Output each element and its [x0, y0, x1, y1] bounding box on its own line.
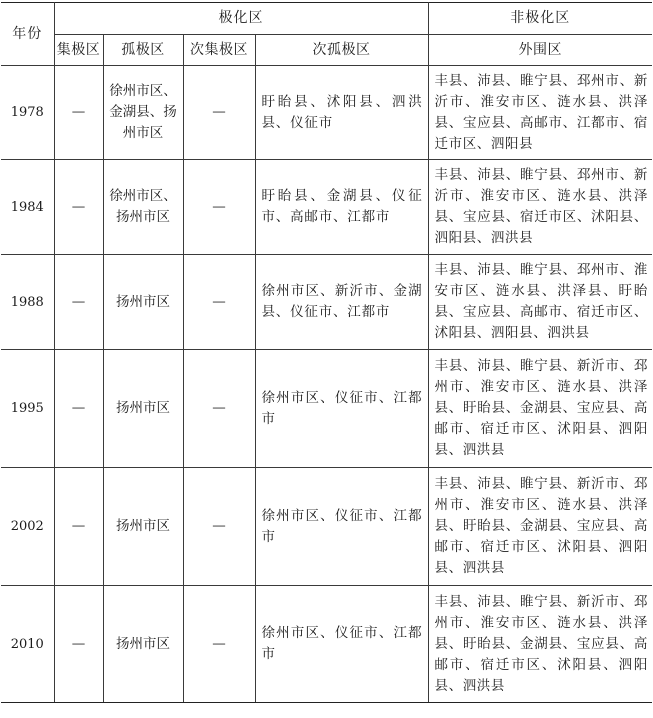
- periphery-cell: 丰县、沛县、睢宁县、邳州市、淮安市区、涟水县、洪泽县、盱眙县、宝应县、高邮市、宿迁市区、沭阳县、泗阳县、泗洪县: [428, 255, 652, 350]
- header-periphery: 外围区: [428, 35, 652, 66]
- year-cell: 1995: [1, 350, 54, 468]
- table-row: [1, 468, 652, 586]
- table-row: [1, 66, 652, 160]
- table-row: [1, 160, 652, 255]
- year-cell: 1984: [1, 160, 54, 255]
- sub-isolated-pole-cell: 盱眙县、金湖县、仪征市、高邮市、江都市: [255, 160, 428, 255]
- isolated-pole-cell: 徐州市区、金湖县、扬州市区: [103, 66, 183, 160]
- cluster-pole-cell: —: [54, 160, 103, 255]
- header-cluster-pole: 集极区: [54, 35, 103, 66]
- sub-cluster-pole-cell: —: [183, 586, 255, 703]
- sub-cluster-pole-cell: —: [183, 468, 255, 586]
- table-row: [1, 586, 652, 703]
- cluster-pole-cell: —: [54, 586, 103, 703]
- cluster-pole-cell: —: [54, 255, 103, 350]
- periphery-cell: 丰县、沛县、睢宁县、新沂市、邳州市、淮安市区、涟水县、洪泽县、盱眙县、金湖县、宝应县、高邮市、宿迁市区、沭阳县、泗阳县、泗洪县: [428, 468, 652, 586]
- header-year: 年份: [1, 3, 54, 66]
- header-sub-isolated-pole: 次孤极区: [255, 35, 428, 66]
- isolated-pole-cell: 徐州市区、扬州市区: [103, 160, 183, 255]
- header-sub-cluster-pole: 次集极区: [183, 35, 255, 66]
- table-row: [1, 255, 652, 350]
- periphery-cell: 丰县、沛县、睢宁县、新沂市、邳州市、淮安市区、涟水县、洪泽县、盱眙县、金湖县、宝应县、高邮市、宿迁市区、沭阳县、泗阳县、泗洪县: [428, 350, 652, 468]
- cluster-pole-cell: —: [54, 350, 103, 468]
- year-cell: 1978: [1, 66, 54, 160]
- header-isolated-pole: 孤极区: [103, 35, 183, 66]
- periphery-cell: 丰县、沛县、睢宁县、邳州市、新沂市、淮安市区、涟水县、洪泽县、宝应县、高邮市、江都市、宿迁市区、泗阳县: [428, 66, 652, 160]
- polarization-table: [1, 2, 652, 703]
- isolated-pole-cell: 扬州市区: [103, 350, 183, 468]
- cluster-pole-cell: —: [54, 468, 103, 586]
- isolated-pole-cell: 扬州市区: [103, 586, 183, 703]
- sub-cluster-pole-cell: —: [183, 66, 255, 160]
- periphery-cell: 丰县、沛县、睢宁县、新沂市、邳州市、淮安市区、涟水县、洪泽县、盱眙县、金湖县、宝应县、高邮市、宿迁市区、沭阳县、泗阳县、泗洪县: [428, 586, 652, 703]
- cluster-pole-cell: —: [54, 66, 103, 160]
- sub-cluster-pole-cell: —: [183, 255, 255, 350]
- sub-isolated-pole-cell: 盱眙县、沭阳县、泗洪县、仪征市: [255, 66, 428, 160]
- sub-isolated-pole-cell: 徐州市区、新沂市、金湖县、仪征市、江都市: [255, 255, 428, 350]
- table-row: [1, 350, 652, 468]
- isolated-pole-cell: 扬州市区: [103, 255, 183, 350]
- year-cell: 1988: [1, 255, 54, 350]
- isolated-pole-cell: 扬州市区: [103, 468, 183, 586]
- sub-isolated-pole-cell: 徐州市区、仪征市、江都市: [255, 586, 428, 703]
- sub-isolated-pole-cell: 徐州市区、仪征市、江都市: [255, 350, 428, 468]
- sub-cluster-pole-cell: —: [183, 350, 255, 468]
- header-polarized-zone: 极化区: [54, 3, 428, 35]
- year-cell: 2002: [1, 468, 54, 586]
- sub-isolated-pole-cell: 徐州市区、仪征市、江都市: [255, 468, 428, 586]
- sub-cluster-pole-cell: —: [183, 160, 255, 255]
- header-non-polarized-zone: 非极化区: [428, 3, 652, 35]
- year-cell: 2010: [1, 586, 54, 703]
- periphery-cell: 丰县、沛县、睢宁县、邳州市、新沂市、淮安市区、涟水县、洪泽县、宝应县、宿迁市区、沭阳县、泗阳县、泗洪县: [428, 160, 652, 255]
